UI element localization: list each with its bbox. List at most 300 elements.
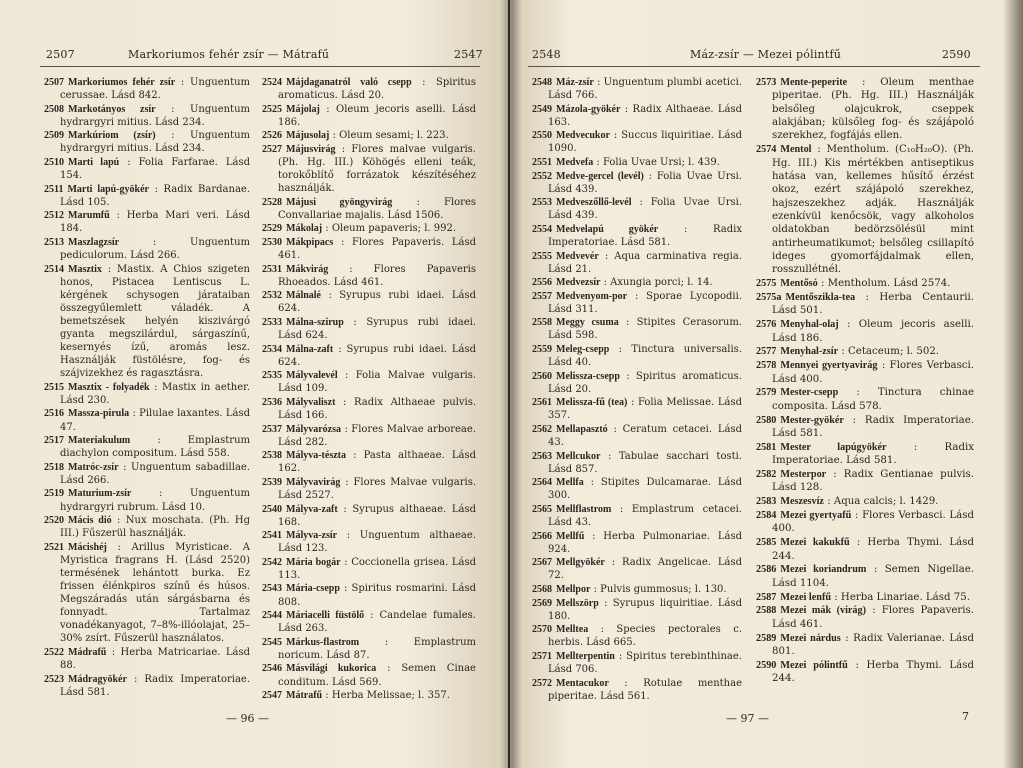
entry-number: 2533 xyxy=(262,316,282,328)
dictionary-entry xyxy=(44,381,250,407)
entry-number: 2558 xyxy=(532,317,552,329)
entry-term: Markúriom (zsír) xyxy=(68,130,156,142)
entry-term: Májusi gyöngyvirág xyxy=(286,196,393,208)
entry-number: 2589 xyxy=(756,632,777,644)
entry-number: 2575 xyxy=(756,278,777,290)
entry-definition: : Pilulae laxantes. Lásd 47. xyxy=(60,408,250,433)
entry-term: Mennyei gyertyavirág xyxy=(780,360,878,372)
entry-definition: : Radix Valerianae. Lásd 801. xyxy=(772,632,974,657)
entry-definition: : Radix Gentianae pulvis. Lásd 128. xyxy=(772,468,974,494)
entry-definition: : Rotulae menthae piperitae. Lásd 561. xyxy=(548,677,742,702)
entry-term: Marumfű xyxy=(68,210,110,222)
entry-definition: : Unguentum sabadillae. Lásd 266. xyxy=(60,461,250,486)
entry-term: Medvefa xyxy=(556,156,594,168)
entry-number: 2511 xyxy=(44,183,64,195)
entry-number: 2582 xyxy=(756,468,777,480)
dictionary-entry xyxy=(532,503,742,529)
entry-definition: : Oleum menthae piperitae. (Ph. Hg. III.) Használják belsőleg olajcukrok, cseppek alakjában; külsőleg fog- és szájápoló szerekhez, fogfájás ellen. xyxy=(772,77,974,142)
entry-definition: : Ceratum cetacei. Lásd 43. xyxy=(548,424,742,449)
entry-definition: : Unguentum hydrargyri rubrum. Lásd 10. xyxy=(60,488,250,513)
entry-term: Melissza-csepp xyxy=(556,370,620,382)
entry-number: 2535 xyxy=(262,370,282,382)
entry-number: 2566 xyxy=(532,530,552,542)
entry-definition: : Radix Imperatoriae. Lásd 581. xyxy=(772,441,974,467)
dictionary-entry xyxy=(756,659,974,686)
entry-term: Májolaj xyxy=(286,103,320,115)
entry-number: 2580 xyxy=(756,414,777,426)
entry-number: 2574 xyxy=(756,144,777,156)
entry-term: Mentőszikla-tea xyxy=(785,292,856,303)
entry-number: 2555 xyxy=(532,250,552,262)
entry-term: Mezei lenfű xyxy=(780,591,832,603)
left-header-title: Markoriumos fehér zsír — Mátrafű xyxy=(128,48,330,61)
dictionary-entry xyxy=(44,156,250,182)
entry-term: Mázola-gyökér xyxy=(556,103,621,115)
dictionary-entry xyxy=(262,103,476,129)
dictionary-entry xyxy=(532,250,742,276)
entry-term: Mester lapúgyökér xyxy=(780,441,887,453)
entry-term: Mádragyökér xyxy=(68,673,127,685)
entry-definition: : Aqua calcis; l. 1429. xyxy=(827,496,939,508)
entry-number: 2512 xyxy=(44,210,64,222)
entry-term: Málna-zaft xyxy=(286,343,334,355)
entry-term: Marti lapú-gyökér xyxy=(67,183,149,195)
entry-definition: : Herba Matricariae. Lásd 88. xyxy=(60,646,250,671)
dictionary-entry xyxy=(532,623,742,649)
dictionary-entry xyxy=(756,441,974,468)
entry-definition: : Spiritus aromaticus. Lásd 20. xyxy=(278,77,476,102)
dictionary-entry xyxy=(756,495,974,508)
right-header-title: Máz-zsír — Mezei pólintfű xyxy=(690,48,841,61)
dictionary-entry xyxy=(262,263,476,289)
entry-term: Máriacelli füstölő xyxy=(286,610,365,622)
entry-number: 2550 xyxy=(532,130,552,142)
entry-term: Mályvaliszt xyxy=(286,396,336,408)
entry-number: 2510 xyxy=(44,156,64,168)
entry-number: 2530 xyxy=(262,236,282,248)
entry-term: Márkus-flastrom xyxy=(286,636,360,648)
entry-number: 2539 xyxy=(262,476,282,488)
entry-number: 2537 xyxy=(262,423,282,435)
entry-number: 2577 xyxy=(756,346,777,358)
entry-definition: : Oleum jecoris aselli. Lásd 186. xyxy=(772,319,974,344)
dictionary-entry xyxy=(532,476,742,502)
entry-definition: : Succus liquiritiae. Lásd 1090. xyxy=(548,130,742,155)
entry-number: 2515 xyxy=(44,381,64,393)
entry-number: 2547 xyxy=(262,690,282,702)
entry-definition: : Syrupus rubi idaei. Lásd 624. xyxy=(278,290,477,315)
dictionary-entry xyxy=(262,369,476,395)
entry-term: Mályvalevél xyxy=(286,370,338,382)
entry-number: 2581 xyxy=(756,441,777,453)
entry-number: 2532 xyxy=(262,290,282,302)
entry-number: 2584 xyxy=(756,510,777,521)
entry-number: 2549 xyxy=(532,103,552,115)
entry-definition: : Mentholum. Lásd 2574. xyxy=(820,278,951,290)
dictionary-entry xyxy=(532,597,742,623)
entry-definition: : Aqua carminativa regia. Lásd 21. xyxy=(548,250,743,275)
dictionary-entry xyxy=(532,583,742,596)
entry-number: 2579 xyxy=(756,387,777,399)
dictionary-entry xyxy=(756,632,974,659)
dictionary-entry xyxy=(262,76,476,102)
entry-number: 2552 xyxy=(532,170,552,182)
entry-number: 2540 xyxy=(262,503,282,515)
entry-definition: : Herba Melissae; l. 357. xyxy=(325,690,450,702)
left-column-2 xyxy=(262,76,476,703)
entry-definition: : Herba Pulmonariae. Lásd 924. xyxy=(548,530,742,555)
right-page xyxy=(510,0,1023,768)
entry-term: Mentősó xyxy=(780,278,818,290)
dictionary-entry xyxy=(756,318,974,345)
entry-term: Maturium-zsír xyxy=(68,488,132,500)
entry-definition: : Unguentum hydrargyri mitius. Lásd 234. xyxy=(60,103,250,128)
entry-number: 2583 xyxy=(756,496,777,508)
entry-definition: : Folia Uvae Ursi. Lásd 439. xyxy=(548,170,742,195)
dictionary-entry xyxy=(262,449,476,475)
entry-term: Mellgyökér xyxy=(556,557,605,569)
entry-definition: : Folia Uvae Ursi; l. 439. xyxy=(596,156,720,168)
entry-term: Mákvirág xyxy=(286,263,329,275)
entry-definition: : Syrupus rubi idaei. Lásd 624. xyxy=(278,316,476,341)
entry-term: Masztix xyxy=(68,263,102,275)
entry-number: 2507 xyxy=(44,77,64,88)
dictionary-entry xyxy=(44,129,250,155)
entry-term: Mályva-zsír xyxy=(286,530,338,542)
entry-definition: : Spiritus aromaticus. Lásd 20. xyxy=(548,370,742,395)
entry-term: Mesterpor xyxy=(780,468,827,480)
entry-term: Mentacukor xyxy=(556,677,609,689)
entry-definition: : Cetaceum; l. 502. xyxy=(841,346,940,358)
entry-term: Mellszörp xyxy=(556,597,599,609)
entry-number: 2588 xyxy=(756,605,777,617)
entry-definition: : Semen Cinae conditum. Lásd 569. xyxy=(278,663,476,688)
right-column-2 xyxy=(756,76,974,686)
entry-number: 2523 xyxy=(44,673,64,685)
entry-definition: : Spiritus rosmarini. Lásd 808. xyxy=(278,583,476,608)
entry-term: Mentol xyxy=(780,144,812,156)
left-header-right-number: 2547 xyxy=(454,48,483,61)
dictionary-entry xyxy=(262,343,476,369)
dictionary-entry xyxy=(44,103,250,129)
entry-definition: : Herba Thymi. Lásd 244. xyxy=(772,659,974,685)
entry-term: Mácishéj xyxy=(68,541,107,553)
dictionary-entry xyxy=(44,263,250,381)
entry-number: 2585 xyxy=(756,537,777,549)
entry-number: 2526 xyxy=(262,130,282,142)
entry-definition: : Mastix in aether. Lásd 230. xyxy=(60,381,250,406)
entry-term: Mádrafű xyxy=(68,646,107,658)
entry-term: Markotányos zsír xyxy=(68,103,156,115)
dictionary-entry xyxy=(262,556,476,582)
entry-term: Mezei gyertyafű xyxy=(780,510,852,521)
entry-definition: : Species pectorales c. herbis. Lásd 665. xyxy=(548,624,742,649)
dictionary-entry xyxy=(756,509,974,536)
entry-term: Medve-gercel (levél) xyxy=(556,170,644,182)
entry-number: 2553 xyxy=(532,197,552,209)
dictionary-entry xyxy=(44,434,250,460)
entry-definition: : Stipites Dulcamarae. Lásd 300. xyxy=(548,477,742,502)
entry-number: 2564 xyxy=(532,477,552,489)
entry-term: Melissza-fű (tea) xyxy=(556,397,628,409)
entry-definition: : Herba Mari veri. Lásd 184. xyxy=(60,210,250,235)
entry-number: 2587 xyxy=(756,591,777,603)
entry-definition: : Tabulae sacchari tosti. Lásd 857. xyxy=(548,450,742,475)
entry-definition: : Folia Malvae vulgaris. Lásd 109. xyxy=(278,370,477,395)
entry-term: Masztix - folyadék xyxy=(68,381,150,393)
entry-definition: : Radix Imperatoriae. Lásd 581. xyxy=(772,414,974,439)
dictionary-entry xyxy=(532,196,742,222)
entry-number: 2524 xyxy=(262,77,282,88)
entry-definition: : Emplastrum noricum. Lásd 87. xyxy=(278,636,476,661)
entry-number: 2554 xyxy=(532,223,552,235)
entry-number: 2590 xyxy=(756,659,777,671)
right-header-left-number: 2548 xyxy=(532,48,561,61)
entry-definition: : Syrupus liquiritiae. Lásd 180. xyxy=(548,597,742,622)
entry-term: Markoriumos fehér zsír xyxy=(68,77,176,88)
dictionary-entry xyxy=(756,76,974,143)
entry-term: Melltea xyxy=(556,624,589,636)
entry-number: 2538 xyxy=(262,450,282,462)
entry-term: Mellterpentin xyxy=(556,650,615,662)
dictionary-entry xyxy=(44,183,250,209)
entry-term: Mákolaj xyxy=(286,223,323,235)
dictionary-entry xyxy=(756,591,974,604)
entry-definition: : Candelae fumales. Lásd 263. xyxy=(278,610,476,635)
left-page-footer: — 96 — xyxy=(226,712,269,725)
entry-term: Málnalé xyxy=(286,290,321,302)
entry-term: Medvevér xyxy=(556,250,599,262)
dictionary-entry xyxy=(756,604,974,631)
entry-definition: : Folia Melissae. Lásd 357. xyxy=(548,397,743,422)
entry-number: 2560 xyxy=(532,370,552,382)
entry-definition: : Syrupus althaeae. Lásd 168. xyxy=(278,503,476,528)
dictionary-entry xyxy=(262,289,476,315)
dictionary-entry xyxy=(532,276,742,289)
entry-term: Mályvarózsa xyxy=(286,423,341,435)
entry-definition: : Flores Malvae vulgaris. Lásd 2527. xyxy=(278,476,476,501)
entry-definition: : Emplastrum cetacei. Lásd 43. xyxy=(548,504,742,529)
entry-number: 2557 xyxy=(532,290,552,302)
entry-term: Menyhal-zsír xyxy=(780,346,839,358)
entry-definition: : Radix Althaeae pulvis. Lásd 166. xyxy=(278,396,477,421)
entry-definition: : Oleum sesami; l. 223. xyxy=(332,130,449,142)
dictionary-entry xyxy=(756,359,974,386)
entry-definition: : Flores Convallariae majalis. Lásd 1506. xyxy=(278,196,476,221)
dictionary-entry xyxy=(756,414,974,441)
entry-definition: : Unguentum hydrargyri mitius. Lásd 234. xyxy=(60,130,250,155)
entry-definition: : Flores Verbasci. Lásd 400. xyxy=(772,360,974,385)
dictionary-entry xyxy=(44,407,250,433)
entry-definition: : Tinctura universalis. Lásd 40. xyxy=(548,344,742,369)
entry-number: 2565 xyxy=(532,504,552,515)
entry-number: 2567 xyxy=(532,557,552,569)
dictionary-entry xyxy=(756,563,974,590)
entry-number: 2520 xyxy=(44,515,64,527)
entry-number: 2575a xyxy=(756,292,782,303)
dictionary-entry xyxy=(262,129,476,142)
entry-definition: : Flores Malvae arboreae. Lásd 282. xyxy=(278,423,476,448)
left-header-rule xyxy=(40,66,480,67)
entry-definition: : Flores Papaveris Rhoeados. Lásd 461. xyxy=(278,263,476,288)
dictionary-entry xyxy=(262,662,476,688)
entry-number: 2563 xyxy=(532,450,552,462)
entry-definition: : Flores Papaveris. Lásd 461. xyxy=(278,236,476,262)
entry-definition: : Mentholum. (C₁₀H₂₀O). (Ph. Hg. III.) Kis mértékben antiseptikus hatása van, kellemes hűsítő érzést okoz, ezért szájápoló szerekhez, hajszeszekhez adják. Használják ezenkívül kenőcsök, vagy alkoholos oldatokban bedörzsölésül mint antirheumatikumot; belsőleg csillapító ideges gyomorfájdalmak ellen, rosszullétnél. xyxy=(772,144,974,276)
dictionary-entry xyxy=(532,290,742,316)
dictionary-entry xyxy=(44,541,250,646)
entry-term: Mezei kakukfű xyxy=(780,537,850,549)
dictionary-entry xyxy=(532,156,742,169)
entry-definition: : Radix Bardanae. Lásd 105. xyxy=(60,183,250,208)
entry-definition: : Stipites Cerasorum. Lásd 598. xyxy=(548,317,742,342)
dictionary-entry xyxy=(262,582,476,608)
entry-number: 2562 xyxy=(532,424,552,436)
dictionary-entry xyxy=(262,476,476,502)
dictionary-entry xyxy=(756,386,974,413)
entry-number: 2551 xyxy=(532,156,552,168)
entry-definition: : Unguentum plumbi acetici. Lásd 766. xyxy=(548,77,742,102)
entry-number: 2531 xyxy=(262,263,282,275)
entry-term: Májusolaj xyxy=(286,130,330,142)
entry-definition: : Radix Imperatoriae. Lásd 581. xyxy=(548,223,743,248)
entry-number: 2517 xyxy=(44,435,64,447)
entry-number: 2573 xyxy=(756,77,777,88)
right-header-right-number: 2590 xyxy=(942,48,971,61)
entry-term: Mákpipacs xyxy=(286,236,334,248)
entry-term: Mezei pólintfű xyxy=(780,659,848,671)
entry-term: Medveszőllő-levél xyxy=(556,197,632,209)
dictionary-entry xyxy=(44,236,250,262)
dictionary-entry xyxy=(262,396,476,422)
entry-definition: : Pasta althaeae. Lásd 162. xyxy=(278,450,476,475)
dictionary-entry xyxy=(44,514,250,540)
dictionary-entry xyxy=(44,76,250,102)
entry-number: 2545 xyxy=(262,636,282,648)
entry-definition: : Spiritus terebinthinae. Lásd 706. xyxy=(548,650,742,675)
dictionary-entry xyxy=(756,143,974,276)
entry-number: 2528 xyxy=(262,196,282,208)
dictionary-entry xyxy=(756,468,974,495)
entry-definition: : Herba Centaurii. Lásd 501. xyxy=(772,292,974,317)
dictionary-entry xyxy=(532,650,742,676)
entry-number: 2576 xyxy=(756,319,777,331)
right-page-footer: — 97 — xyxy=(726,712,769,725)
entry-term: Májusvirág xyxy=(286,143,336,155)
entry-term: Mezei nárdus xyxy=(780,632,841,644)
entry-number: 2513 xyxy=(44,236,64,248)
entry-term: Mellfa xyxy=(556,477,584,489)
dictionary-entry xyxy=(532,170,742,196)
entry-number: 2559 xyxy=(532,344,552,356)
dictionary-entry xyxy=(44,487,250,513)
entry-term: Mezei koriandrum xyxy=(780,564,867,576)
entry-number: 2561 xyxy=(532,397,552,409)
left-page xyxy=(0,0,508,768)
entry-number: 2543 xyxy=(262,583,282,595)
left-header-left-number: 2507 xyxy=(46,48,75,61)
entry-definition: : Herba Linariae. Lásd 75. xyxy=(834,591,970,603)
dictionary-entry xyxy=(532,370,742,396)
entry-definition: : Flores Verbasci. Lásd 400. xyxy=(772,510,974,535)
entry-term: Mellpor xyxy=(556,583,591,595)
left-column-1 xyxy=(44,76,250,699)
entry-term: Májdaganatról való csepp xyxy=(286,77,412,88)
entry-definition: : Radix Angelicae. Lásd 72. xyxy=(548,557,742,582)
entry-number: 2514 xyxy=(44,263,64,275)
entry-definition: : Emplastrum diachylon compositum. Lásd 558. xyxy=(60,435,250,460)
entry-definition: : Radix Althaeae. Lásd 163. xyxy=(548,103,742,128)
dictionary-entry xyxy=(262,423,476,449)
entry-term: Matróc-zsír xyxy=(68,461,119,473)
dictionary-entry xyxy=(44,461,250,487)
dictionary-entry xyxy=(532,396,742,422)
entry-term: Medvezsír xyxy=(556,277,601,289)
entry-term: Mária bogár xyxy=(286,556,341,568)
dictionary-entry xyxy=(532,343,742,369)
entry-number: 2527 xyxy=(262,143,282,155)
entry-term: Medvelapú gyökér xyxy=(556,223,659,235)
entry-number: 2536 xyxy=(262,396,282,408)
entry-number: 2571 xyxy=(532,650,552,662)
entry-definition: : Folia Uvae Ursi. Lásd 439. xyxy=(548,197,742,222)
entry-definition: : Sporae Lycopodii. Lásd 311. xyxy=(548,290,743,315)
entry-definition: : Coccionella grisea. Lásd 113. xyxy=(278,556,477,581)
entry-number: 2534 xyxy=(262,343,282,355)
right-page-mark: 7 xyxy=(962,710,969,723)
entry-number: 2586 xyxy=(756,564,777,576)
entry-term: Máz-zsír xyxy=(556,77,594,88)
entry-number: 2572 xyxy=(532,677,552,689)
right-column-1 xyxy=(532,76,742,703)
entry-definition: : Herba Thymi. Lásd 244. xyxy=(772,537,974,562)
entry-definition: : Nux moschata. (Ph. Hg III.) Fűszerül használják. xyxy=(60,515,250,540)
entry-number: 2542 xyxy=(262,556,282,568)
dictionary-entry xyxy=(532,556,742,582)
entry-term: Meszesvíz xyxy=(780,496,824,508)
entry-number: 2525 xyxy=(262,103,282,115)
entry-number: 2522 xyxy=(44,646,64,658)
entry-number: 2541 xyxy=(262,530,282,542)
entry-definition: : Flores malvae vulgaris. (Ph. Hg. III.) Köhögés elleni teák, torokőblítő forrázatok készítéséhez használják. xyxy=(278,143,476,195)
dictionary-entry xyxy=(532,76,742,102)
dictionary-entry xyxy=(262,196,476,222)
entry-term: Mellflastrom xyxy=(556,504,612,515)
dictionary-entry xyxy=(532,450,742,476)
entry-number: 2568 xyxy=(532,583,552,595)
entry-term: Másvilági kukorica xyxy=(286,663,377,675)
dictionary-entry xyxy=(262,143,476,195)
dictionary-entry xyxy=(44,209,250,235)
entry-definition: : Folia Farfarae. Lásd 154. xyxy=(60,156,250,182)
entry-term: Meleg-csepp xyxy=(556,344,610,356)
entry-term: Meggy csuma xyxy=(556,317,619,329)
dictionary-entry xyxy=(756,536,974,563)
dictionary-entry xyxy=(262,689,476,702)
entry-definition: : Pulvis gummosus; l. 130. xyxy=(593,583,727,595)
entry-term: Mátrafű xyxy=(286,690,323,702)
entry-definition: : Tinctura chinae composita. Lásd 578. xyxy=(772,387,974,412)
dictionary-entry xyxy=(44,646,250,672)
entry-number: 2509 xyxy=(44,130,64,142)
dictionary-entry xyxy=(262,236,476,262)
right-header-rule xyxy=(528,66,980,67)
entry-term: Mester-csepp xyxy=(780,387,839,399)
entry-term: Mester-gyökér xyxy=(780,414,844,426)
entry-number: 2519 xyxy=(44,488,64,500)
entry-definition: : Arillus Myristicae. A Myristica fragrans H. (Lásd 2520) termésének lehántott burka. Ez frissen élénkpiros színű és húsos. Megszáradás után sárgásbarna és fonnyadt. Tartalmaz vonadékanyagot, 7–8%-illóolajat, 25–30% zsírt. Fűszerül használatos. xyxy=(60,541,250,645)
entry-number: 2546 xyxy=(262,663,282,675)
